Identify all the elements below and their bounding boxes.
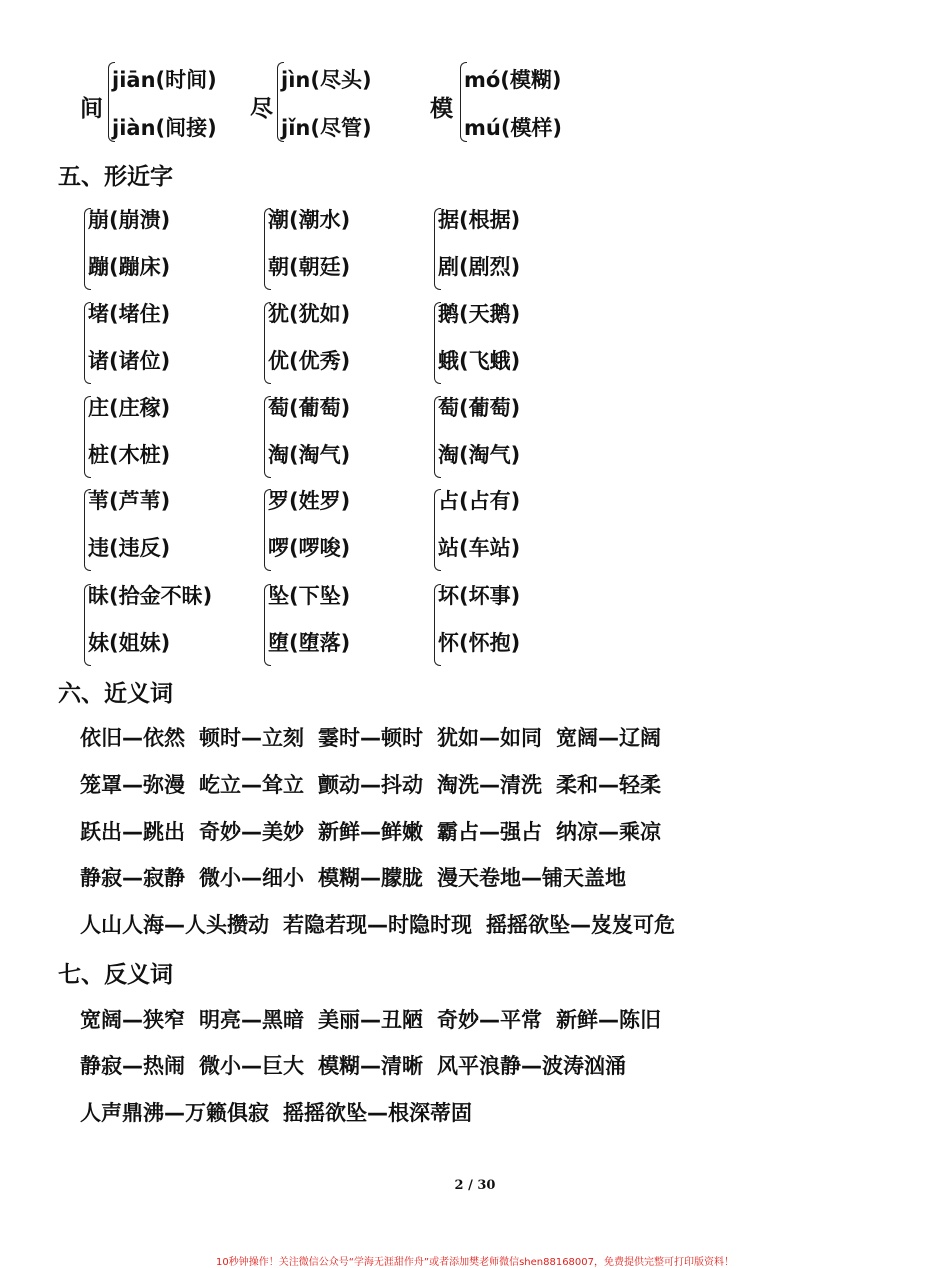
- word-pair: 微小—巨大: [199, 1054, 304, 1078]
- word-pair: 模糊—朦胧: [318, 866, 423, 890]
- word-pair: 柔和—轻柔: [556, 773, 661, 797]
- char-entry: 妹(姐妹): [88, 631, 171, 655]
- footer-note: 10秒钟操作！关注微信公众号“学海无涯甜作舟”或者添加樊老师微信shen88168007，免费提供完整可打印版资料！: [215, 1257, 735, 1268]
- char-pair: [264, 204, 434, 292]
- char-entry: 犹(犹如): [268, 302, 351, 326]
- word-row: [80, 1097, 486, 1127]
- word-pair: 淘洗—清洗: [437, 773, 542, 797]
- polyphone-reading: jiàn(间接): [112, 116, 217, 140]
- char-pair: [84, 392, 254, 480]
- char-entry: 萄(葡萄): [438, 396, 521, 420]
- word-row: [80, 1004, 675, 1034]
- word-pair: 摇摇欲坠—根深蒂固: [283, 1101, 472, 1125]
- page-number: 2 / 30: [454, 1178, 496, 1193]
- word-pair: 颤动—抖动: [318, 773, 423, 797]
- char-entry: 占(占有): [438, 489, 521, 513]
- char-pair: [84, 298, 254, 386]
- word-row: [80, 769, 675, 799]
- char-pair: [84, 580, 254, 668]
- polyphone-reading: jìn(尽头): [281, 68, 372, 92]
- word-row: [80, 816, 675, 846]
- word-pair: 纳凉—乘凉: [556, 820, 661, 844]
- char-entry: 昧(拾金不昧): [88, 584, 213, 608]
- word-pair: 笼罩—弥漫: [80, 773, 185, 797]
- char-entry: 崩(崩溃): [88, 208, 171, 232]
- word-pair: 奇妙—平常: [437, 1008, 542, 1032]
- char-entry: 坠(下坠): [268, 584, 351, 608]
- polyphone-reading: jǐn(尽管): [281, 116, 372, 140]
- word-pair: 奇妙—美妙: [199, 820, 304, 844]
- char-pair: [434, 298, 604, 386]
- char-entry: 桩(木桩): [88, 443, 171, 467]
- word-pair: 摇摇欲坠—岌岌可危: [486, 913, 675, 937]
- word-pair: 霸占—强占: [437, 820, 542, 844]
- word-pair: 模糊—清晰: [318, 1054, 423, 1078]
- word-pair: 静寂—寂静: [80, 866, 185, 890]
- word-pair: 风平浪静—波涛汹涌: [437, 1054, 626, 1078]
- word-pair: 跃出—跳出: [80, 820, 185, 844]
- char-pair: [264, 485, 434, 573]
- word-pair: 若隐若现—时隐时现: [283, 913, 472, 937]
- char-pair: [84, 204, 254, 292]
- word-pair: 漫天卷地—铺天盖地: [437, 866, 626, 890]
- word-pair: 人山人海—人头攒动: [80, 913, 269, 937]
- word-row: [80, 722, 675, 752]
- section-title-antonyms: 七、反义词: [58, 962, 173, 988]
- section-title-synonyms: 六、近义词: [58, 681, 173, 707]
- char-entry: 堵(堵住): [88, 302, 171, 326]
- polyphone-reading: mú(模样): [464, 116, 563, 140]
- word-pair: 依旧—依然: [80, 726, 185, 750]
- char-entry: 淘(淘气): [268, 443, 351, 467]
- char-entry: 淘(淘气): [438, 443, 521, 467]
- word-pair: 新鲜—陈旧: [556, 1008, 661, 1032]
- char-entry: 剧(剧烈): [438, 255, 521, 279]
- word-pair: 明亮—黑暗: [199, 1008, 304, 1032]
- word-pair: 静寂—热闹: [80, 1054, 185, 1078]
- char-entry: 鹅(天鹅): [438, 302, 521, 326]
- char-pair: [434, 485, 604, 573]
- char-entry: 蹦(蹦床): [88, 255, 171, 279]
- char-entry: 坏(坏事): [438, 584, 521, 608]
- word-row: [80, 909, 689, 939]
- char-entry: 违(违反): [88, 536, 171, 560]
- polyphone-char: 模: [430, 96, 453, 122]
- word-row: [80, 862, 640, 892]
- char-entry: 潮(潮水): [268, 208, 351, 232]
- word-pair: 霎时—顿时: [318, 726, 423, 750]
- char-entry: 庄(庄稼): [88, 396, 171, 420]
- word-pair: 人声鼎沸—万籁俱寂: [80, 1101, 269, 1125]
- char-pair: [434, 204, 604, 292]
- char-entry: 萄(葡萄): [268, 396, 351, 420]
- word-row: [80, 1050, 640, 1080]
- char-pair: [264, 580, 434, 668]
- polyphone-char: 尽: [250, 96, 273, 122]
- char-pair: [264, 298, 434, 386]
- word-pair: 屹立—耸立: [199, 773, 304, 797]
- char-entry: 优(优秀): [268, 349, 351, 373]
- char-entry: 堕(堕落): [268, 631, 351, 655]
- char-pair: [84, 485, 254, 573]
- polyphone-reading: jiān(时间): [112, 68, 217, 92]
- word-pair: 新鲜—鲜嫩: [318, 820, 423, 844]
- char-pair: [434, 580, 604, 668]
- char-pair: [264, 392, 434, 480]
- char-entry: 怀(怀抱): [438, 631, 521, 655]
- char-pair: [434, 392, 604, 480]
- word-pair: 宽阔—狭窄: [80, 1008, 185, 1032]
- section-title-similar-characters: 五、形近字: [58, 164, 173, 190]
- word-pair: 顿时—立刻: [199, 726, 304, 750]
- char-entry: 朝(朝廷): [268, 255, 351, 279]
- char-entry: 蛾(飞蛾): [438, 349, 521, 373]
- word-pair: 微小—细小: [199, 866, 304, 890]
- char-entry: 苇(芦苇): [88, 489, 171, 513]
- word-pair: 犹如—如同: [437, 726, 542, 750]
- polyphone-char: 间: [80, 96, 103, 122]
- char-entry: 啰(啰唆): [268, 536, 351, 560]
- word-pair: 美丽—丑陋: [318, 1008, 423, 1032]
- char-entry: 据(根据): [438, 208, 521, 232]
- char-entry: 诸(诸位): [88, 349, 171, 373]
- char-entry: 罗(姓罗): [268, 489, 351, 513]
- char-entry: 站(车站): [438, 536, 521, 560]
- polyphone-reading: mó(模糊): [464, 68, 562, 92]
- word-pair: 宽阔—辽阔: [556, 726, 661, 750]
